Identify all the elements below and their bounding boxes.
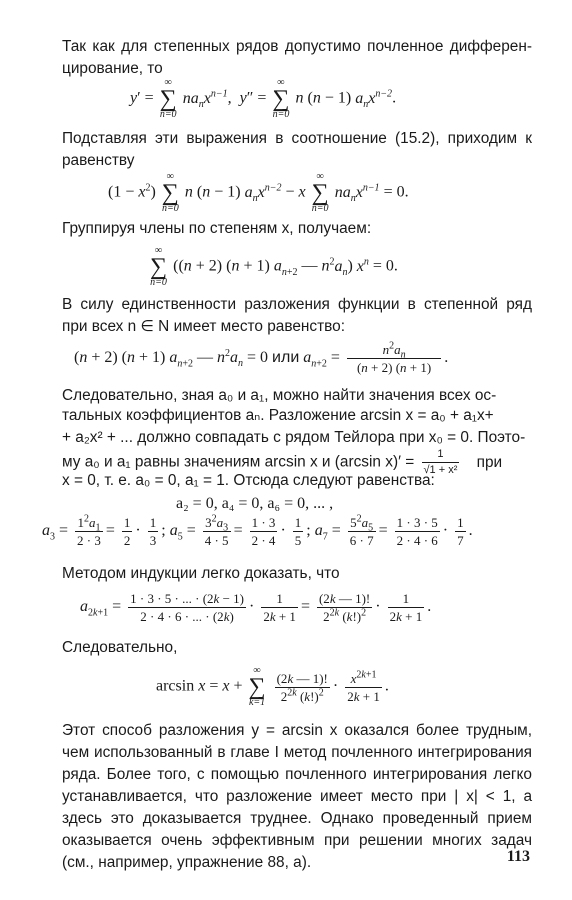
- paragraph-intro: Так как для степенных рядов допустимо почленное дифферен-цирование, то: [62, 38, 532, 77]
- text-line-5: x = 0, т. е. a₀ = 0, a₁ = 1. Отсюда следуют равенства:: [62, 472, 435, 489]
- equation-grouped: ∞ ∑ n=0 ((n + 2) (n + 1) $a_{n+2}$ — $n^2a_n$) $x^n = 0$.: [150, 245, 398, 288]
- equation-derivatives: y′ = ∞ ∑ n=0 $na_nx^{n-1}$, y″ = ∞ ∑ n=0 n (n − 1) $a_nx^{n-2}$.: [130, 77, 397, 120]
- text-line-3: + a₂x² + ... должно совпадать с рядом Тейлора при x₀ = 0. Поэто-: [62, 429, 526, 446]
- text-line-4-start: му a₀ и a₁ равны значениям arcsin x и (arcsin x)′ =: [62, 453, 415, 471]
- paragraph-induction: Методом индукции легко доказать, что: [62, 565, 340, 582]
- equation-recurrence: (n + 2) (n + 1) $a_{n+2}$ — $n^2a_n = 0$ или $a_{n+2}$ = $\frac{n^2a_n}{(n + 2) (n + 1)}$ .: [74, 340, 449, 375]
- paragraph-conclusion: Этот способ разложения y = arcsin x оказался более трудным, чем использованный в главе I метод почленного интегрирования ряда. Более того, с помощью почленного интегрирования легко устанавливается, что разложение имеет место при | x| < 1, а здесь это доказывается труднее. Однако проведенный прием оказывается очень эффективным при решении многих задач (см., например, упражнение 88, а).: [62, 722, 532, 871]
- equation-arcsin-series: arcsin x = x + ∞ ∑ k=1 $\frac{(2k — 1)!}{2^{2k} (k!)^2}$ · $\frac{x^{2k+1}}{2k + 1}$ .: [156, 665, 389, 708]
- equation-odd-coefficients: $a_3$ = $\frac{1^2a_1}{2 \cdot 3}$ = $\frac{1}{2}$ · $\frac{1}{3}$ ; $a_5$ = $\frac{3^2a_3}{4 \cdot 5}$ = $\frac{1 \cdot 3}{2 \cdot 4}$ · $\frac{1}{5}$ ; $a_7$ = $\frac{5^2a_5}{6 \cdot 7}$ = $\frac{1 \cdot 3 \cdot 5}{2 \cdot 4 \cdot 6}$ · $\frac{1}{7}$ .: [42, 513, 473, 548]
- equation-general-term: $a_{2k+1}$ = $\frac{1 \cdot 3 \cdot 5 \cdot ... \cdot (2k - 1)}{2 \cdot 4 \cdot 6 \cdot ... \cdot (2k)}$ · $\frac{1}{2k + 1}$ = $\frac{(2k — 1)!}{2^{2k} (k!)^2}$ · $\frac{1}{2k + 1}$ .: [80, 591, 432, 624]
- equation-even-coefficients: a₂ = 0, a₄ = 0, a₆ = 0, ... ,: [176, 495, 334, 512]
- paragraph-therefore: Следовательно,: [62, 639, 178, 656]
- page-number: 113: [506, 848, 530, 865]
- paragraph-substitution: Подставляя эти выражения в соотношение (15.2), приходим к равенству: [62, 130, 532, 169]
- paragraph-grouping: Группируя члены по степеням x, получаем:: [62, 220, 372, 237]
- text-line-4-end: при: [476, 453, 503, 471]
- paragraph-uniqueness: В силу единственности разложения функции в степенной ряд при всех n ∈ N имеет место равенство:: [62, 296, 532, 335]
- derivative-fraction: $\frac{1}{\text{√1 + x²}}$: [423, 448, 458, 476]
- equation-relation: $(1 - x^2)$ ∞ ∑ n=0 n (n − 1) $a_nx^{n-2} - x$ ∞ ∑ n=0 $na_nx^{n-1} = 0$.: [108, 171, 409, 214]
- text-line-2: тальных коэффициентов aₙ. Разложение arcsin x = a₀ + a₁x+: [62, 407, 494, 424]
- text-line-1: Следовательно, зная a₀ и a₁, можно найти значения всех ос-: [62, 387, 497, 404]
